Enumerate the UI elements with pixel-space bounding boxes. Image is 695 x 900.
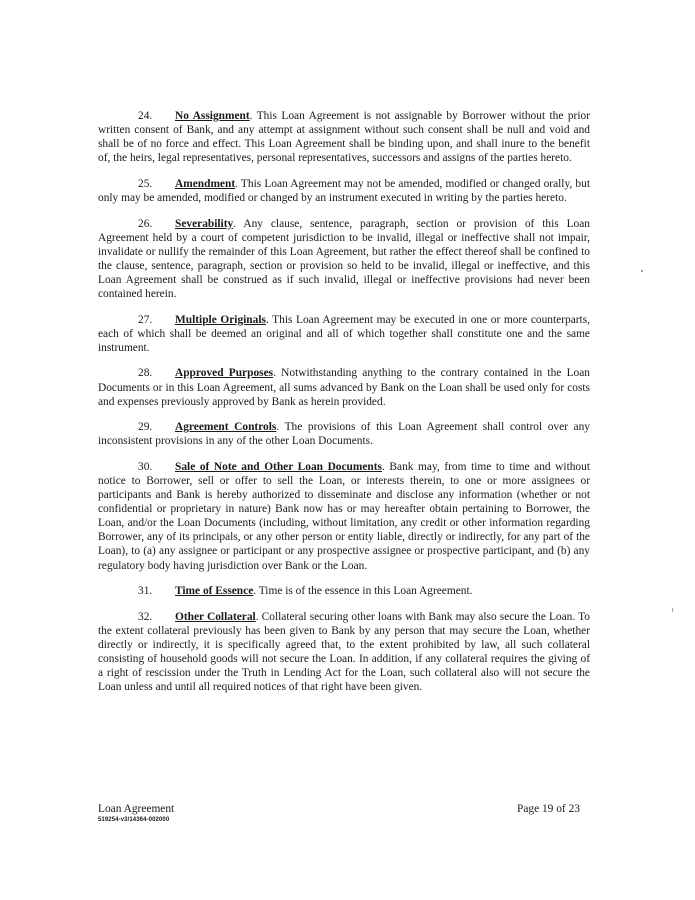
paragraph-text: . Collateral securing other loans with Bank may also secure the Loan. To the extent collateral previously has been given to Bank by any person that may secure the Loan, whether directly or indirectly, it is specifically agreed that, to the extent prohibited by law, all such collateral consisting of household goods will not secure the Loan. In addition, if any collateral requires the giving of a right of rescission under the Truth in Lending Act for the Loan, such collateral also will not secure the Loan unless and until all required notices of that right have been given. [98, 610, 590, 694]
paragraph-31 [98, 584, 590, 598]
paragraph-heading: Other Collateral [175, 610, 256, 623]
paragraph-text: . The provisions of this Loan Agreement shall control over any inconsistent provisions in any of the other Loan Documents. [98, 421, 590, 448]
footer-doc-code: 519254-v3/14364-002000 [98, 817, 170, 823]
paragraph-number: 26. [138, 217, 153, 230]
paragraph-heading: Amendment [175, 177, 236, 190]
document-body [98, 109, 590, 706]
paragraph-number: 27. [138, 313, 153, 326]
paragraph-text: . Time is of the essence in this Loan Agreement. [253, 585, 473, 598]
paragraph-heading: Multiple Originals [175, 313, 266, 326]
paragraph-number: 25. [138, 177, 153, 190]
paragraph-number: 31. [138, 585, 153, 598]
paragraph-text: . This Loan Agreement may be executed in one or more counterparts, each of which shall be deemed an original and all of which together shall constitute one and the same instrument. [98, 313, 590, 354]
paragraph-heading: Sale of Note and Other Loan Documents [175, 460, 382, 473]
paragraph-number: 30. [138, 460, 153, 473]
paragraph-number: 29. [138, 421, 153, 434]
paragraph-28 [98, 366, 590, 408]
paragraph-number: 24. [138, 110, 153, 122]
page-number: Page 19 of 23 [517, 803, 580, 815]
paragraph-heading: Approved Purposes [175, 367, 274, 380]
paragraph-heading: No Assignment [175, 110, 250, 122]
paragraph-heading: Agreement Controls [175, 421, 277, 434]
paragraph-26 [98, 217, 590, 302]
paragraph-heading: Time of Essence [175, 585, 254, 598]
paragraph-27 [98, 313, 590, 355]
paragraph-heading: Severability [175, 217, 234, 230]
paragraph-text: . Any clause, sentence, paragraph, section or provision of this Loan Agreement held by a court of competent jurisdiction to be invalid, illegal or ineffective shall not impair, invalidate or nullify the remainder of this Loan Agreement, but rather the effect thereof shall be confined to the clause, sentence, paragraph, section or provision so held to be invalid, illegal or ineffective, and this Loan Agreement shall be construed as if such invalid, illegal or ineffective provisions had never been contained herein. [98, 217, 590, 301]
paragraph-number: 32. [138, 610, 153, 623]
paragraph-25 [98, 177, 590, 205]
paragraph-32 [98, 610, 590, 695]
scan-mark [672, 608, 673, 612]
paragraph-29 [98, 420, 590, 448]
paragraph-text: . Bank may, from time to time and without notice to Borrower, sell or offer to sell the Loan, or interests therein, to one or more assignees or participants and Bank is hereby authorized to disseminate and disclose any information (whether or not confidential or proprietary in nature) Bank now has or may hereafter obtain pertaining to Borrower, the Loan, and/or the Loan Documents (including, without limitation, any credit or other information regarding Borrower, any of its principals, or any other person or entity liable, directly or indirectly, for any part of the Loan), to (a) any assignee or participant or any prospective assignee or prospective participant, and (b) any regulatory body having jurisdiction over Bank or the Loan. [98, 460, 590, 572]
paragraph-24 [98, 109, 590, 165]
paragraph-text: . This Loan Agreement may not be amended, modified or changed orally, but only may be amended, modified or changed by an instrument executed in writing by the parties hereto. [98, 177, 590, 204]
scan-speck [641, 270, 643, 272]
paragraph-text: . Notwithstanding anything to the contrary contained in the Loan Documents or in this Loan Agreement, all sums advanced by Bank on the Loan shall be used only for costs and expenses previously approved by Bank as herein provided. [98, 367, 590, 408]
footer-title: Loan Agreement [98, 803, 175, 815]
paragraph-text: . This Loan Agreement is not assignable by Borrower without the prior written consent of Bank, and any attempt at assignment without such consent shall be null and void and shall be of no force and effect. This Loan Agreement shall be binding upon, and shall inure to the benefit of, the heirs, legal representatives, personal representatives, successors and assigns of the parties hereto. [98, 110, 590, 165]
paragraph-number: 28. [138, 367, 153, 380]
paragraph-30 [98, 460, 590, 573]
